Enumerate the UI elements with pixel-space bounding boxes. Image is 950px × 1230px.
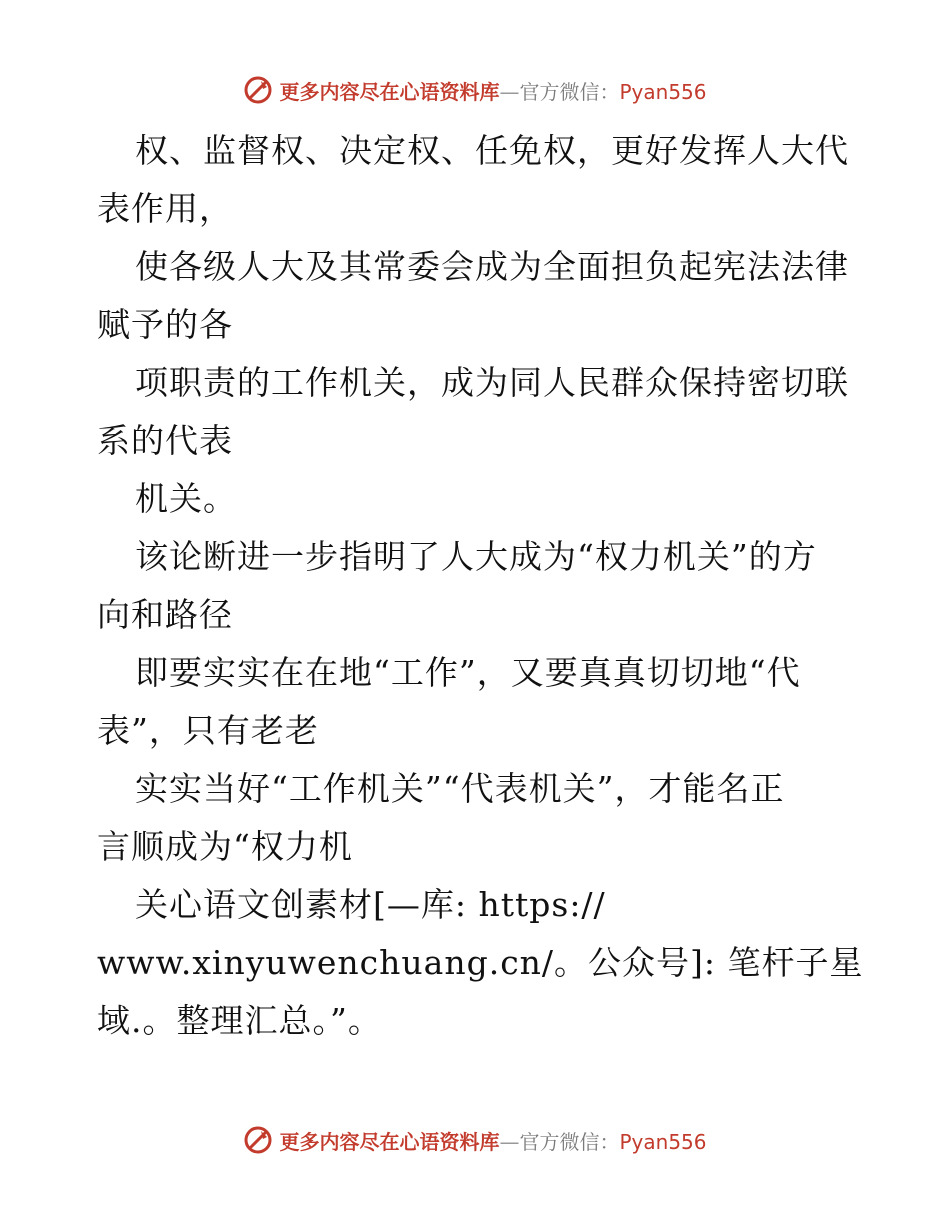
text-line: 表作用， <box>97 189 233 228</box>
text-line: 言顺成为“权力机 <box>97 827 353 866</box>
text-line: 权、监督权、决定权、任免权，更好发挥人大代 <box>135 131 849 170</box>
text-line: 表”，只有老老 <box>97 711 319 750</box>
text-line: 域.。整理汇总。”。 <box>97 1001 382 1040</box>
watermark-wechat-id: Pyan556 <box>619 79 707 104</box>
text-line: 关心语文创素材[—库: https:// <box>135 885 606 924</box>
text-line: 向和路径 <box>97 595 233 634</box>
text-line: 项职责的工作机关，成为同人民群众保持密切联 <box>135 363 849 402</box>
watermark-dash: — <box>499 1129 520 1154</box>
watermark-main: 更多内容尽在心语资料库 <box>279 79 500 104</box>
text-line: 系的代表 <box>97 421 233 460</box>
text-line: 该论断进一步指明了人大成为“权力机关”的方 <box>135 537 817 576</box>
watermark-wechat-id: Pyan556 <box>619 1129 707 1154</box>
footer-watermark <box>0 1120 950 1160</box>
text-line: 赋予的各 <box>97 305 233 344</box>
text-line: 即要实实在在地“工作”，又要真真切切地“代 <box>135 653 801 692</box>
watermark-wechat-label: 官方微信： <box>519 1129 620 1154</box>
watermark-wechat-label: 官方微信： <box>519 79 620 104</box>
watermark-dash: — <box>499 79 520 104</box>
text-line: 实实当好“工作机关”“代表机关”，才能名正 <box>135 769 785 808</box>
brush-logo-icon <box>243 1125 273 1155</box>
watermark-text <box>279 1126 706 1155</box>
watermark-main: 更多内容尽在心语资料库 <box>279 1129 500 1154</box>
brush-logo-icon <box>243 75 273 105</box>
watermark-text <box>279 76 706 105</box>
text-line: www.xinyuwenchuang.cn/。公众号]: 笔杆子星 <box>97 943 864 982</box>
text-line: 使各级人大及其常委会成为全面担负起宪法法律 <box>135 247 849 286</box>
document-body <box>97 122 864 1050</box>
text-line: 机关。 <box>135 479 237 518</box>
header-watermark <box>0 70 950 110</box>
